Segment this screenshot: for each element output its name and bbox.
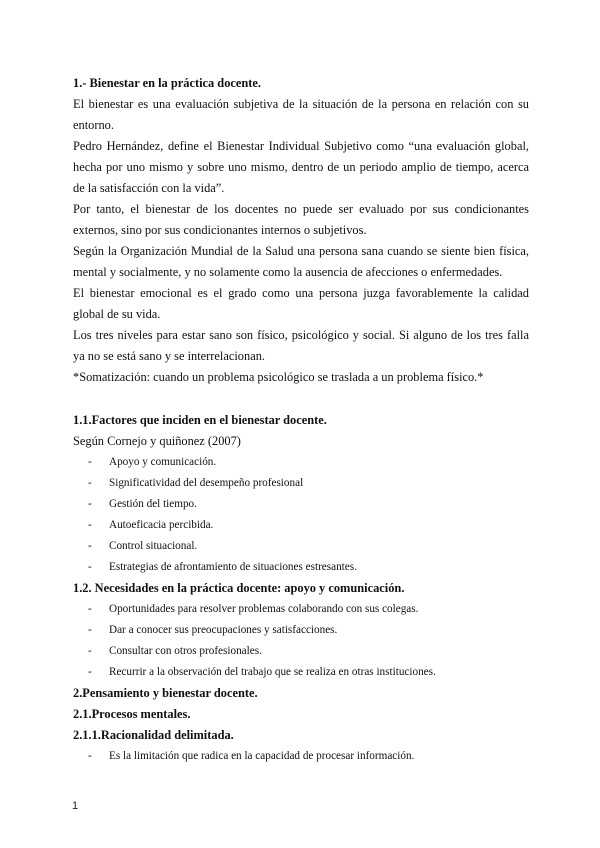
list-item: - Autoeficacia percibida.: [73, 515, 529, 536]
section-heading-2-1-1: 2.1.1.Racionalidad delimitada.: [73, 728, 234, 742]
section-heading-1-2: 1.2. Necesidades en la práctica docente: apoyo y comunicación.: [73, 581, 405, 595]
list-item: - Gestión del tiempo.: [73, 494, 529, 515]
needs-list: [73, 599, 529, 683]
section-heading-1-1: 1.1.Factores que inciden en el bienestar docente.: [73, 413, 327, 427]
list-item: - Estrategias de afrontamiento de situaciones estresantes.: [73, 557, 529, 578]
page-number: 1: [72, 800, 79, 812]
document-body: [73, 73, 529, 767]
list-item: - Control situacional.: [73, 536, 529, 557]
list-item: - Oportunidades para resolver problemas colaborando con sus colegas.: [73, 599, 529, 620]
paragraph: Pedro Hernández, define el Bienestar Individual Subjetivo como “una evaluación global, hecha por uno mismo y sobre uno mismo, dentro de un periodo amplio de tiempo, acerca de la satisfacción con la vida”.: [73, 139, 529, 195]
list-item: - Significatividad del desempeño profesional: [73, 473, 529, 494]
factors-list: [73, 452, 529, 578]
section-heading-2: 2.Pensamiento y bienestar docente.: [73, 686, 258, 700]
citation-intro: Según Cornejo y quiñonez (2007): [73, 434, 241, 448]
section-heading-2-1: 2.1.Procesos mentales.: [73, 707, 191, 721]
list-item: - Es la limitación que radica en la capacidad de procesar información.: [73, 746, 529, 767]
rationality-list: [73, 746, 529, 767]
list-item: - Consultar con otros profesionales.: [73, 641, 529, 662]
somatization-note: *Somatización: cuando un problema psicológico se traslada a un problema físico.*: [73, 370, 484, 384]
section-heading-1: 1.- Bienestar en la práctica docente.: [73, 76, 262, 90]
paragraph: Por tanto, el bienestar de los docentes no puede ser evaluado por sus condicionantes externos, sino por sus condicionantes internos o subjetivos.: [73, 202, 529, 237]
list-item: - Apoyo y comunicación.: [73, 452, 529, 473]
blank-line: [73, 388, 529, 410]
paragraph: El bienestar es una evaluación subjetiva de la situación de la persona en relación con su entorno.: [73, 97, 529, 132]
paragraph: Los tres niveles para estar sano son físico, psicológico y social. Si alguno de los tres falla ya no se está sano y se interrelacionan.: [73, 328, 529, 363]
list-item: - Dar a conocer sus preocupaciones y satisfacciones.: [73, 620, 529, 641]
list-item: - Recurrir a la observación del trabajo que se realiza en otras instituciones.: [73, 662, 529, 683]
paragraph: Según la Organización Mundial de la Salud una persona sana cuando se siente bien física, mental y socialmente, y no solamente como la ausencia de afecciones o enfermedades.: [73, 244, 529, 279]
paragraph: El bienestar emocional es el grado como una persona juzga favorablemente la calidad global de su vida.: [73, 286, 529, 321]
